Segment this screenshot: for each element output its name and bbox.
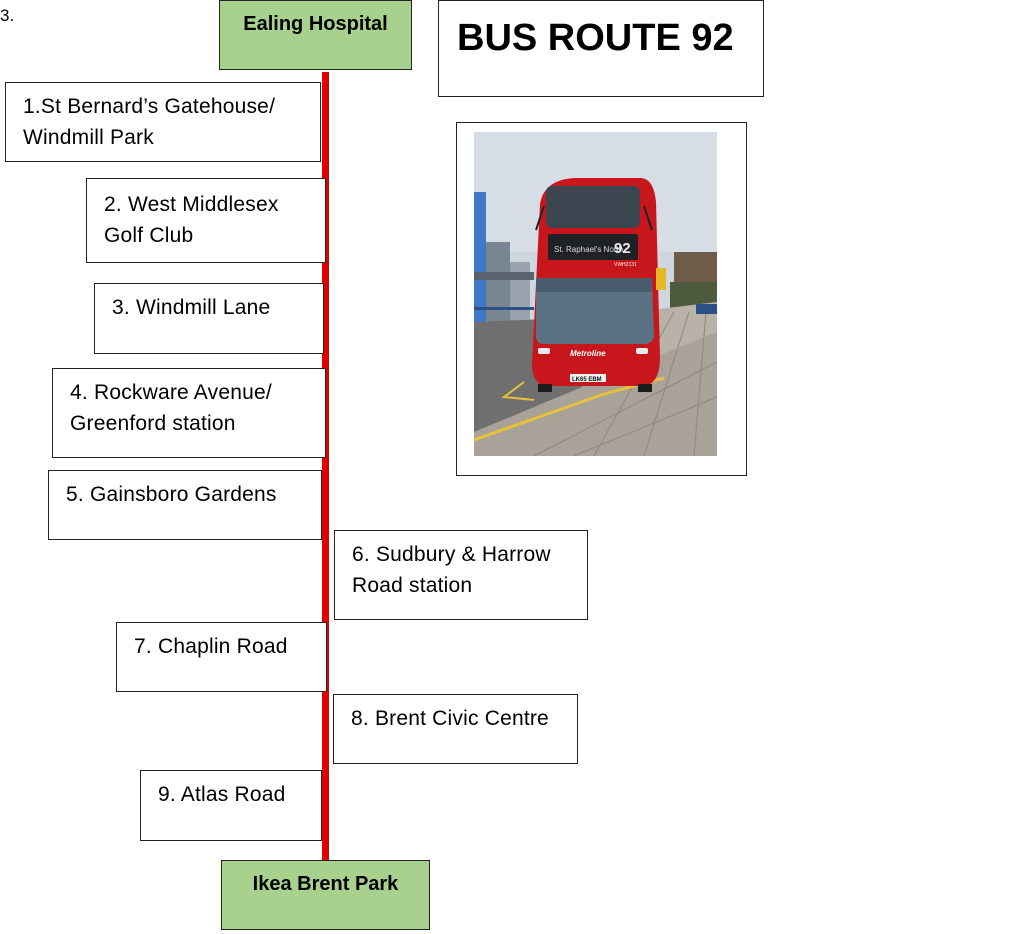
page-number: 3. [0,6,15,25]
stop-6: 6. Sudbury & Harrow Road station [334,530,588,620]
stop-8: 8. Brent Civic Centre [333,694,578,764]
terminus-start: Ealing Hospital [219,0,412,70]
stop-9: 9. Atlas Road [140,770,322,841]
stop-5: 5. Gainsboro Gardens [48,470,322,540]
bus-photo-frame [456,122,747,476]
stop-4: 4. Rockware Avenue/ Greenford station [52,368,326,458]
bus-registration: LK65 EBM [572,377,602,383]
bus-fleet-number: VWH2131 [614,262,637,268]
stop-7: 7. Chaplin Road [116,622,327,692]
bus-operator-logo: Metroline [570,349,606,358]
stop-1: 1.St Bernard’s Gatehouse/ Windmill Park [5,82,321,162]
bus-photo [474,132,717,456]
stop-3: 3. Windmill Lane [94,283,324,354]
terminus-end: Ikea Brent Park [221,860,430,930]
stop-2: 2. West Middlesex Golf Club [86,178,326,263]
bus-route-number: 92 [614,240,631,257]
route-title: BUS ROUTE 92 [438,0,764,97]
bus-destination-text: St. Raphael's North [554,245,624,254]
